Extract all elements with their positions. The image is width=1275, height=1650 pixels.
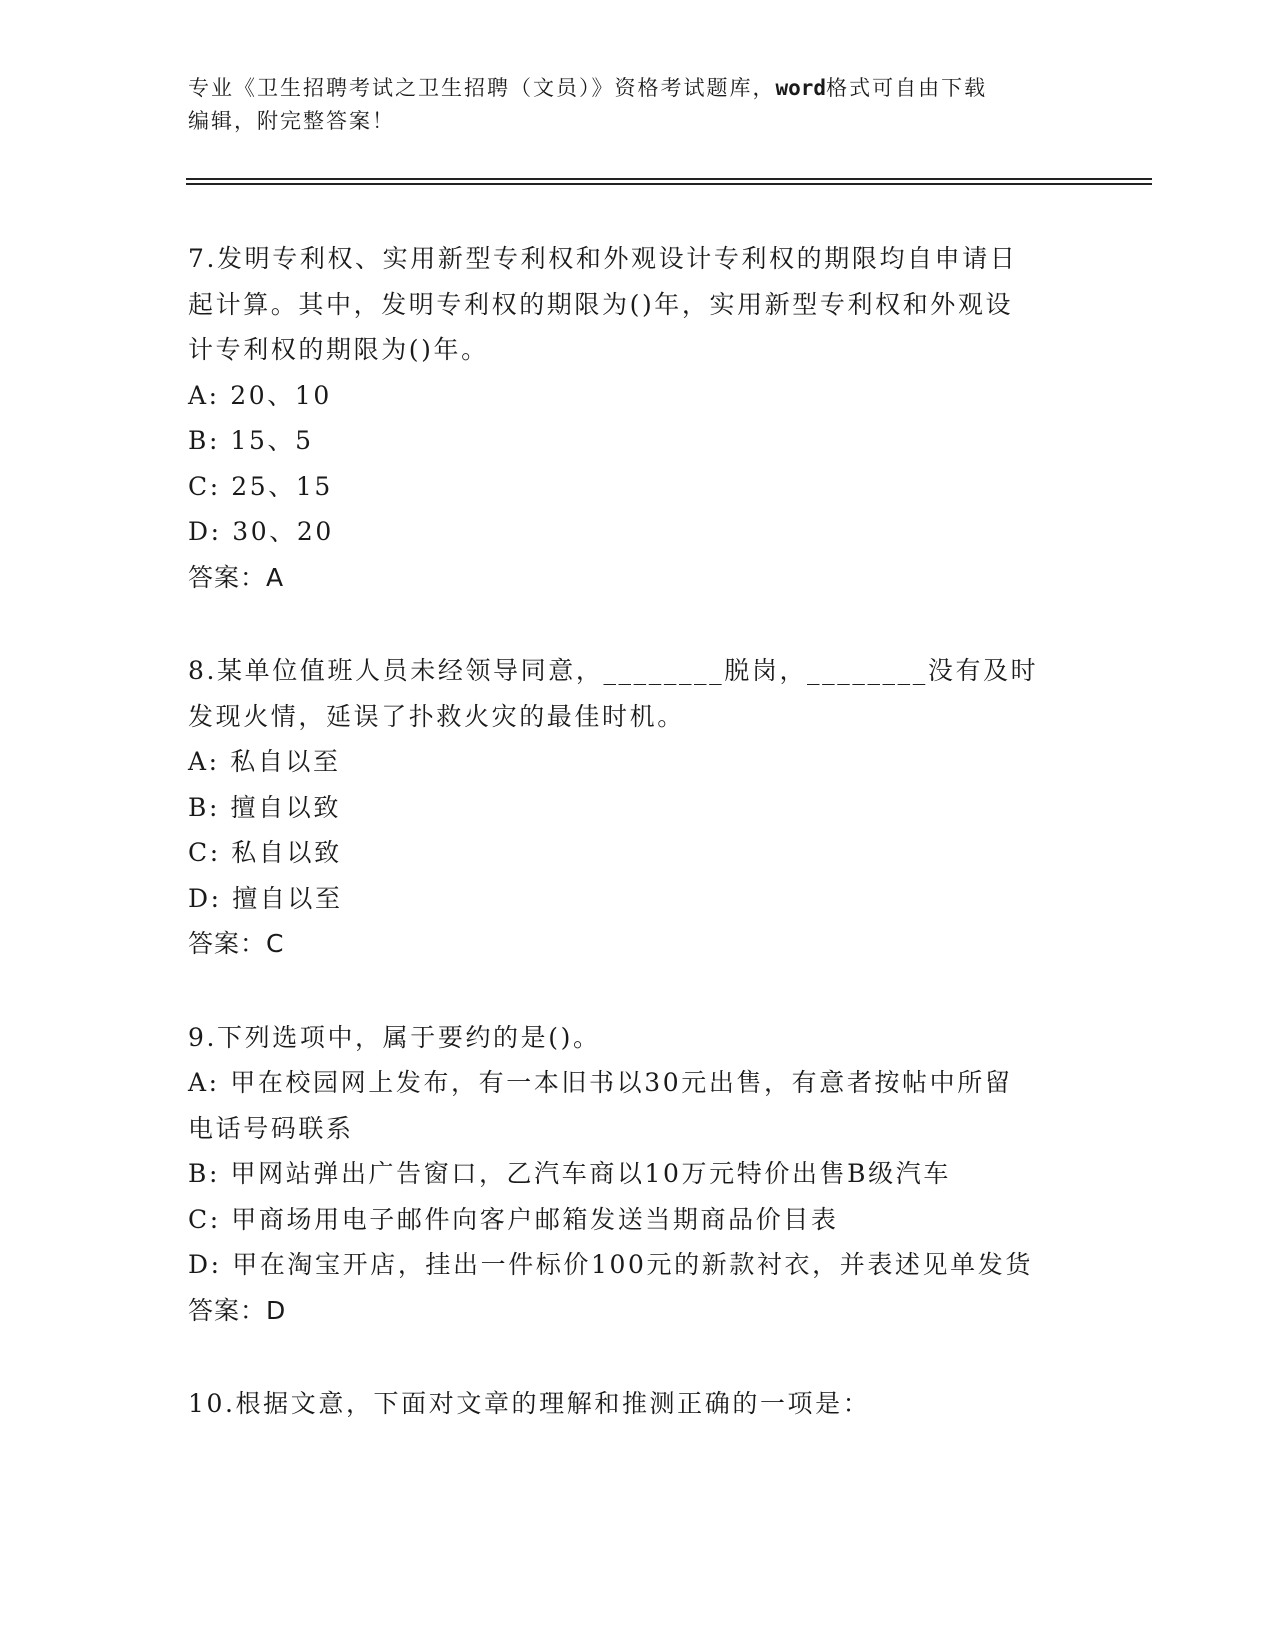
answer-key: 答案：C	[188, 929, 285, 958]
question-stem-line: 计专利权的期限为()年。	[188, 335, 489, 364]
answer-option: A: 甲在校园网上发布，有一本旧书以30元出售，有意者按帖中所留	[188, 1068, 1013, 1097]
header-divider-bottom	[186, 183, 1152, 185]
answer-option: A: 私自以至	[188, 747, 341, 776]
header-divider-top	[186, 178, 1152, 180]
answer-option: B: 擅自以致	[188, 792, 341, 822]
question-stem-line: 7.发明专利权、实用新型专利权和外观设计专利权的期限均自申请日	[188, 244, 1018, 273]
question-stem-line: 10.根据文意，下面对文章的理解和推测正确的一项是：	[188, 1389, 871, 1418]
question-block	[188, 236, 1088, 600]
document-header	[188, 72, 1088, 138]
question-stem-line: 起计算。其中，发明专利权的期限为()年，实用新型专利权和外观设	[188, 289, 1014, 319]
answer-option: A: 20、10	[188, 380, 332, 410]
question-block	[188, 1381, 1088, 1427]
question-list	[188, 236, 1088, 1475]
answer-option: D: 擅自以至	[188, 883, 343, 913]
answer-option: C: 私自以致	[188, 838, 342, 867]
answer-option: B: 15、5	[188, 426, 314, 455]
answer-option: D: 30、20	[188, 517, 334, 546]
answer-key: 答案：D	[188, 1295, 287, 1325]
question-block	[188, 1015, 1088, 1334]
answer-option: 电话号码联系	[188, 1113, 354, 1143]
header-intro: 专业《卫生招聘考试之卫生招聘（文员）》资格考试题库，	[188, 76, 776, 100]
header-word-format: word	[775, 76, 827, 100]
answer-option: C: 25、15	[188, 471, 333, 501]
answer-key: 答案：A	[188, 562, 285, 592]
question-stem-line: 发现火情，延误了扑救火灾的最佳时机。	[188, 701, 685, 731]
answer-option: B: 甲网站弹出广告窗口，乙汽车商以10万元特价出售B级汽车	[188, 1159, 951, 1188]
header-line-1	[188, 72, 1088, 105]
answer-option: C: 甲商场用电子邮件向客户邮箱发送当期商品价目表	[188, 1204, 839, 1234]
header-line-2: 编辑，附完整答案！	[188, 109, 395, 133]
header-intro-tail: 格式可自由下载	[826, 76, 988, 100]
question-stem-line: 9.下列选项中，属于要约的是()。	[188, 1022, 601, 1052]
answer-option: D: 甲在淘宝开店，挂出一件标价100元的新款衬衣，并表述见单发货	[188, 1250, 1033, 1279]
question-stem-line: 8.某单位值班人员未经领导同意，________脱岗，________没有及时	[188, 656, 1039, 685]
question-block	[188, 648, 1088, 967]
